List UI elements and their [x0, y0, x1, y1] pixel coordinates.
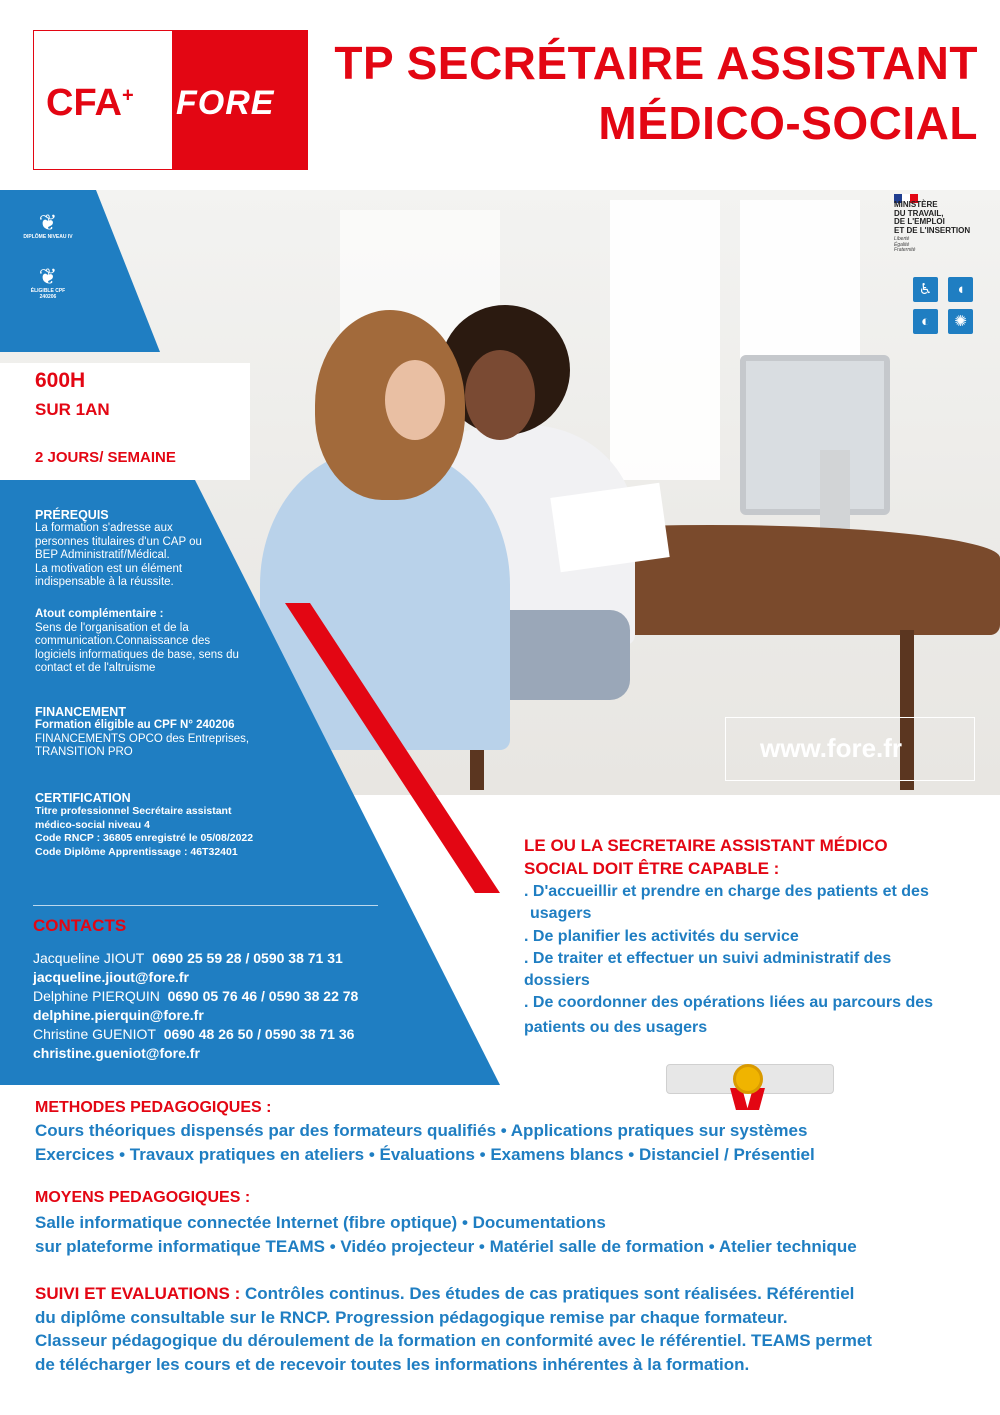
document [550, 483, 669, 573]
contact-email[interactable]: delphine.pierquin@fore.fr [33, 1007, 204, 1023]
cpf-badge [22, 266, 74, 310]
moyens-text: Salle informatique connectée Internet (fibre optique) • Documentations sur plateforme informatique TEAMS • Vidéo projecteur • Matériel salle de formation • Atelier technique [35, 1213, 857, 1256]
contact-email[interactable]: christine.gueniot@fore.fr [33, 1045, 200, 1061]
ministry-logo: MINISTÈRE DU TRAVAIL, DE L'EMPLOI ET DE L'INSERTION [894, 200, 971, 235]
prerequis-text: indispensable à la réussite. [35, 576, 174, 588]
certification-title: CERTIFICATION [35, 791, 131, 805]
atout-title: Atout complémentaire : [35, 608, 164, 620]
french-flag-icon [894, 190, 918, 199]
diploma-badge-label: DIPLÔME NIVEAU IV [23, 234, 73, 240]
cpf-badge-label: ÉLIGIBLE CPF 240206 [30, 288, 66, 300]
page-title-line1: TP SECRÉTAIRE ASSISTANT [334, 37, 978, 89]
contact-name: Christine GUENIOT [33, 1026, 156, 1042]
atout-text: communication.Connaissance des [35, 635, 211, 647]
ministry-motto: Liberté Égalité Fraternité [894, 236, 916, 253]
financement-title: FINANCEMENT [35, 705, 126, 719]
program-rhythm: 2 JOURS/ SEMAINE [35, 449, 176, 466]
capable-item: . De coordonner des opérations liées au parcours des patients ou des usagers [524, 994, 934, 1036]
cognitive-icon: ✺ [948, 309, 973, 334]
laurel-icon: ❦ [38, 264, 58, 289]
program-hours: 600H [35, 369, 86, 392]
suivi-text: Contrôles continus. Des études de cas pratiques sont réalisées. Référentiel [245, 1284, 855, 1303]
certification-text: Titre professionnel Secrétaire assistant [35, 805, 232, 817]
contact-name: Jacqueline JIOUT [33, 950, 145, 966]
laurel-icon: ❦ [38, 210, 58, 235]
logo-fore: FORE [176, 84, 275, 122]
contact-row [33, 949, 358, 968]
suivi-text: du diplôme consultable sur le RNCP. Progression pédagogique remise par chaque formateur. [35, 1307, 788, 1327]
monitor [740, 355, 890, 515]
contact-row [33, 1025, 358, 1044]
prerequis-text: personnes titulaires d'un CAP ou [35, 535, 202, 548]
contact-email[interactable]: jacqueline.jiout@fore.fr [33, 969, 190, 985]
moyens-title: MOYENS PEDAGOGIQUES : [35, 1189, 251, 1206]
hearing-icon: ◖ [948, 277, 973, 302]
contact-phone[interactable]: 0690 25 59 28 / 0590 38 71 31 [152, 950, 343, 966]
program-duration: SUR 1AN [35, 400, 110, 419]
page-title-line2: MÉDICO-SOCIAL [598, 97, 978, 149]
logo-plus: + [122, 84, 134, 107]
prerequis-text: La motivation est un élément [35, 562, 183, 575]
window-pane [610, 200, 720, 480]
atout-section [35, 608, 239, 676]
logo-cfa: CFA+ [46, 82, 134, 124]
financement-text: Formation éligible au CPF N° 240206 [35, 719, 235, 731]
atout-text: contact et de l'altruisme [35, 662, 156, 674]
financement-text: FINANCEMENTS OPCO des Entreprises, [35, 732, 250, 745]
financement-text: TRANSITION PRO [35, 746, 133, 758]
diploma-badge [22, 212, 74, 256]
prerequis-title: PRÉREQUIS [35, 508, 109, 522]
methodes-title: METHODES PEDAGOGIQUES : [35, 1099, 272, 1116]
certification-text: Code Diplôme Apprentissage : 46T32401 [35, 845, 238, 858]
prerequis-text: BEP Administratif/Médical. [35, 549, 170, 561]
capable-title: LE OU LA SECRETAIRE ASSISTANT MÉDICO SOCIAL DOIT ÊTRE CAPABLE : [524, 836, 888, 878]
contacts-title: CONTACTS [33, 916, 127, 935]
wheelchair-icon: ♿ [913, 277, 938, 302]
suivi-title: SUIVI ET EVALUATIONS : [35, 1284, 241, 1303]
certification-section [35, 791, 253, 859]
contacts-list [33, 949, 358, 1063]
contact-phone[interactable]: 0690 48 26 50 / 0590 38 71 36 [163, 1026, 355, 1042]
atout-text: logiciels informatiques de base, sens du [35, 648, 239, 661]
contact-phone[interactable]: 0690 05 76 46 / 0590 38 22 78 [167, 988, 359, 1004]
suivi-text: Classeur pédagogique du déroulement de la formation en conformité avec le référentiel. TEAMS permet [35, 1331, 872, 1350]
person-b-face [465, 350, 535, 440]
divider [33, 905, 378, 906]
contact-name: Delphine PIERQUIN [33, 988, 160, 1004]
certification-text: Code RNCP : 36805 enregistré le 05/08/2022 [35, 832, 254, 844]
capable-item: . De planifier les activités du service [524, 928, 799, 945]
contact-row [33, 987, 358, 1006]
visual-icon: ◐ [913, 309, 938, 334]
website-link[interactable]: www.fore.fr [760, 733, 903, 763]
suivi-text: de télécharger les cours et de recevoir toutes les informations inhérentes à la formation. [35, 1354, 750, 1374]
capable-item: . De traiter et effectuer un suivi administratif des dossiers [524, 950, 892, 989]
person-a-face [385, 360, 445, 440]
atout-text: Sens de l'organisation et de la [35, 621, 189, 634]
suivi-section [35, 1282, 985, 1376]
methodes-text: Cours théoriques dispensés par des formateurs qualifiés • Applications pratiques sur systèmes Exercices • Travaux pratiques en ateliers • Évaluations • Examens blancs • Distanciel / Présentiel [35, 1121, 815, 1164]
certification-text: médico-social niveau 4 [35, 818, 150, 831]
medal-icon [733, 1064, 763, 1094]
prerequis-section [35, 508, 202, 590]
financement-section [35, 705, 249, 760]
capable-item: . D'accueillir et prendre en charge des patients et des usagers [524, 883, 929, 922]
prerequis-text: La formation s'adresse aux [35, 522, 173, 534]
